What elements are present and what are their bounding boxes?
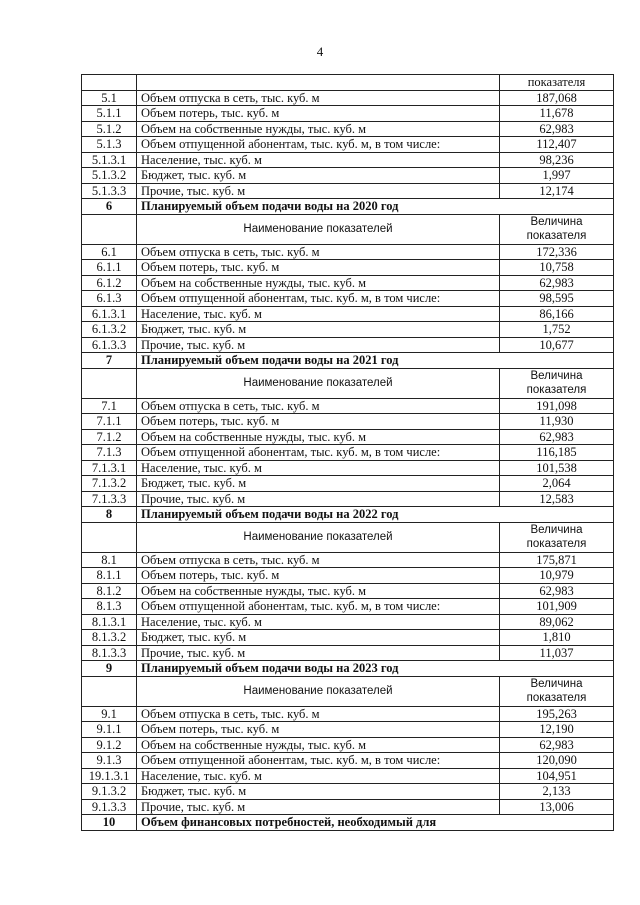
row-number: 5.1.3 bbox=[82, 137, 137, 153]
header-value-line1: Величина bbox=[530, 523, 583, 536]
row-name: Прочие, тыс. куб. м bbox=[137, 491, 500, 507]
header-name: Наименование показателей bbox=[137, 214, 500, 244]
row-number: 6.1.3 bbox=[82, 291, 137, 307]
header-value bbox=[500, 214, 614, 244]
row-value: 101,909 bbox=[500, 599, 614, 615]
row-name: Население, тыс. куб. м bbox=[137, 614, 500, 630]
section-title: Планируемый объем подачи воды на 2022 год bbox=[137, 507, 614, 523]
row-value: 12,583 bbox=[500, 491, 614, 507]
table-row bbox=[82, 706, 614, 722]
row-number: 7.1.3.2 bbox=[82, 476, 137, 492]
row-name: Прочие, тыс. куб. м bbox=[137, 645, 500, 661]
row-value: 62,983 bbox=[500, 121, 614, 137]
header-name: Наименование показателей bbox=[137, 368, 500, 398]
row-number: 6.1.1 bbox=[82, 260, 137, 276]
row-value: 98,236 bbox=[500, 152, 614, 168]
table-row bbox=[82, 137, 614, 153]
row-number: 7.1.1 bbox=[82, 414, 137, 430]
row-name: Прочие, тыс. куб. м bbox=[137, 799, 500, 815]
table-row bbox=[82, 306, 614, 322]
row-name: Бюджет, тыс. куб. м bbox=[137, 476, 500, 492]
table-row bbox=[82, 429, 614, 445]
row-number: 5.1.1 bbox=[82, 106, 137, 122]
section-title-row bbox=[82, 507, 614, 523]
row-value: 62,983 bbox=[500, 275, 614, 291]
row-number: 7.1.3.1 bbox=[82, 460, 137, 476]
row-name: Объем отпуска в сеть, тыс. куб. м bbox=[137, 706, 500, 722]
section-title: Планируемый объем подачи воды на 2023 год bbox=[137, 661, 614, 677]
row-value: 12,174 bbox=[500, 183, 614, 199]
table-row bbox=[82, 260, 614, 276]
row-value: 2,133 bbox=[500, 784, 614, 800]
section-title: Планируемый объем подачи воды на 2020 год bbox=[137, 199, 614, 215]
row-value: 10,677 bbox=[500, 337, 614, 353]
row-name bbox=[137, 75, 500, 91]
row-value: 120,090 bbox=[500, 753, 614, 769]
table-row bbox=[82, 722, 614, 738]
row-value: 2,064 bbox=[500, 476, 614, 492]
row-number: 8.1.3.2 bbox=[82, 630, 137, 646]
header-value-line2: показателя bbox=[526, 692, 587, 704]
row-name: Объем отпуска в сеть, тыс. куб. м bbox=[137, 398, 500, 414]
row-number: 6.1.2 bbox=[82, 275, 137, 291]
column-header-row bbox=[82, 368, 614, 398]
row-number: 6.1.3.3 bbox=[82, 337, 137, 353]
row-name: Население, тыс. куб. м bbox=[137, 152, 500, 168]
row-name: Объем на собственные нужды, тыс. куб. м bbox=[137, 429, 500, 445]
row-value: 12,190 bbox=[500, 722, 614, 738]
row-value: 187,068 bbox=[500, 90, 614, 106]
section-title-row bbox=[82, 353, 614, 369]
indicators-table bbox=[81, 74, 614, 831]
row-value: 112,407 bbox=[500, 137, 614, 153]
row-name: Население, тыс. куб. м bbox=[137, 306, 500, 322]
row-number: 8.1.3.1 bbox=[82, 614, 137, 630]
table-row bbox=[82, 291, 614, 307]
row-number: 8.1 bbox=[82, 552, 137, 568]
row-number: 8.1.1 bbox=[82, 568, 137, 584]
header-value bbox=[500, 368, 614, 398]
section-title: Объем финансовых потребностей, необходимый для bbox=[137, 815, 614, 831]
section-title-row bbox=[82, 661, 614, 677]
section-title: Планируемый объем подачи воды на 2021 год bbox=[137, 353, 614, 369]
table-row bbox=[82, 121, 614, 137]
row-name: Объем отпуска в сеть, тыс. куб. м bbox=[137, 552, 500, 568]
row-value: 98,595 bbox=[500, 291, 614, 307]
table-row bbox=[82, 244, 614, 260]
section-number: 9 bbox=[82, 661, 137, 677]
table-row bbox=[82, 476, 614, 492]
row-value: 86,166 bbox=[500, 306, 614, 322]
header-value-line2: показателя bbox=[526, 230, 587, 242]
row-name: Объем на собственные нужды, тыс. куб. м bbox=[137, 275, 500, 291]
row-number: 6.1.3.2 bbox=[82, 322, 137, 338]
row-name: Население, тыс. куб. м bbox=[137, 460, 500, 476]
row-name: Прочие, тыс. куб. м bbox=[137, 337, 500, 353]
table-row bbox=[82, 630, 614, 646]
section-number: 7 bbox=[82, 353, 137, 369]
header-value-line2: показателя bbox=[526, 538, 587, 550]
row-value: 62,983 bbox=[500, 429, 614, 445]
table-row bbox=[82, 599, 614, 615]
row-name: Объем на собственные нужды, тыс. куб. м bbox=[137, 121, 500, 137]
row-number: 6.1 bbox=[82, 244, 137, 260]
section-number: 6 bbox=[82, 199, 137, 215]
column-header-row bbox=[82, 676, 614, 706]
column-header-row bbox=[82, 214, 614, 244]
page-number: 4 bbox=[316, 44, 324, 59]
row-number: 8.1.2 bbox=[82, 583, 137, 599]
row-name: Объем отпущенной абонентам, тыс. куб. м, в том числе: bbox=[137, 599, 500, 615]
row-value: показателя bbox=[500, 75, 614, 91]
row-value: 191,098 bbox=[500, 398, 614, 414]
table-row bbox=[82, 322, 614, 338]
header-empty-cell bbox=[82, 522, 137, 552]
row-number: 7.1.3 bbox=[82, 445, 137, 461]
row-number: 5.1.3.3 bbox=[82, 183, 137, 199]
header-value-line1: Величина bbox=[530, 369, 583, 382]
row-value: 11,037 bbox=[500, 645, 614, 661]
row-number: 7.1.3.3 bbox=[82, 491, 137, 507]
header-value bbox=[500, 522, 614, 552]
row-name: Объем потерь, тыс. куб. м bbox=[137, 260, 500, 276]
row-value: 10,758 bbox=[500, 260, 614, 276]
row-name: Объем потерь, тыс. куб. м bbox=[137, 414, 500, 430]
row-value: 101,538 bbox=[500, 460, 614, 476]
header-value-line1: Величина bbox=[530, 677, 583, 690]
row-name: Объем отпущенной абонентам, тыс. куб. м, в том числе: bbox=[137, 291, 500, 307]
row-number: 8.1.3.3 bbox=[82, 645, 137, 661]
row-value: 1,752 bbox=[500, 322, 614, 338]
section-title-row bbox=[82, 199, 614, 215]
row-number: 9.1.1 bbox=[82, 722, 137, 738]
row-number: 7.1 bbox=[82, 398, 137, 414]
row-value: 1,810 bbox=[500, 630, 614, 646]
table-row bbox=[82, 784, 614, 800]
column-header-row bbox=[82, 522, 614, 552]
row-value: 10,979 bbox=[500, 568, 614, 584]
row-number: 5.1 bbox=[82, 90, 137, 106]
table-row bbox=[82, 737, 614, 753]
table-row bbox=[82, 645, 614, 661]
row-name: Население, тыс. куб. м bbox=[137, 768, 500, 784]
row-name: Объем потерь, тыс. куб. м bbox=[137, 568, 500, 584]
row-number: 5.1.3.2 bbox=[82, 168, 137, 184]
row-value: 116,185 bbox=[500, 445, 614, 461]
table-row bbox=[82, 75, 614, 91]
table-row bbox=[82, 614, 614, 630]
table-row bbox=[82, 460, 614, 476]
section-number: 10 bbox=[82, 815, 137, 831]
row-value: 11,678 bbox=[500, 106, 614, 122]
row-number: 6.1.3.1 bbox=[82, 306, 137, 322]
table-row bbox=[82, 168, 614, 184]
row-name: Объем отпущенной абонентам, тыс. куб. м, в том числе: bbox=[137, 137, 500, 153]
row-name: Бюджет, тыс. куб. м bbox=[137, 168, 500, 184]
header-name: Наименование показателей bbox=[137, 676, 500, 706]
row-value: 104,951 bbox=[500, 768, 614, 784]
header-value-line1: Величина bbox=[530, 215, 583, 228]
row-number: 9.1.3.3 bbox=[82, 799, 137, 815]
row-number: 9.1 bbox=[82, 706, 137, 722]
row-value: 89,062 bbox=[500, 614, 614, 630]
row-name: Объем на собственные нужды, тыс. куб. м bbox=[137, 583, 500, 599]
row-name: Прочие, тыс. куб. м bbox=[137, 183, 500, 199]
table-row bbox=[82, 106, 614, 122]
section-title-row bbox=[82, 815, 614, 831]
table-row bbox=[82, 183, 614, 199]
row-number: 5.1.3.1 bbox=[82, 152, 137, 168]
row-value: 62,983 bbox=[500, 583, 614, 599]
header-empty-cell bbox=[82, 368, 137, 398]
row-name: Объем на собственные нужды, тыс. куб. м bbox=[137, 737, 500, 753]
row-number: 9.1.3 bbox=[82, 753, 137, 769]
header-empty-cell bbox=[82, 676, 137, 706]
row-name: Бюджет, тыс. куб. м bbox=[137, 630, 500, 646]
row-number bbox=[82, 75, 137, 91]
row-value: 172,336 bbox=[500, 244, 614, 260]
table-row bbox=[82, 445, 614, 461]
table-row bbox=[82, 491, 614, 507]
row-number: 5.1.2 bbox=[82, 121, 137, 137]
table-row bbox=[82, 275, 614, 291]
row-name: Объем потерь, тыс. куб. м bbox=[137, 106, 500, 122]
row-value: 195,263 bbox=[500, 706, 614, 722]
table-row bbox=[82, 90, 614, 106]
header-name: Наименование показателей bbox=[137, 522, 500, 552]
header-value bbox=[500, 676, 614, 706]
row-name: Объем отпуска в сеть, тыс. куб. м bbox=[137, 90, 500, 106]
header-empty-cell bbox=[82, 214, 137, 244]
section-number: 8 bbox=[82, 507, 137, 523]
row-name: Бюджет, тыс. куб. м bbox=[137, 784, 500, 800]
row-value: 175,871 bbox=[500, 552, 614, 568]
row-name: Объем отпущенной абонентам, тыс. куб. м, в том числе: bbox=[137, 753, 500, 769]
row-name: Объем отпущенной абонентам, тыс. куб. м, в том числе: bbox=[137, 445, 500, 461]
header-value-line2: показателя bbox=[526, 384, 587, 396]
row-value: 1,997 bbox=[500, 168, 614, 184]
row-value: 13,006 bbox=[500, 799, 614, 815]
row-number: 7.1.2 bbox=[82, 429, 137, 445]
row-value: 11,930 bbox=[500, 414, 614, 430]
row-name: Объем отпуска в сеть, тыс. куб. м bbox=[137, 244, 500, 260]
table-row bbox=[82, 337, 614, 353]
row-number: 9.1.2 bbox=[82, 737, 137, 753]
table-row bbox=[82, 768, 614, 784]
row-number: 8.1.3 bbox=[82, 599, 137, 615]
table-row bbox=[82, 552, 614, 568]
row-number: 9.1.3.2 bbox=[82, 784, 137, 800]
table-row bbox=[82, 398, 614, 414]
row-name: Бюджет, тыс. куб. м bbox=[137, 322, 500, 338]
table-row bbox=[82, 414, 614, 430]
row-value: 62,983 bbox=[500, 737, 614, 753]
table-row bbox=[82, 753, 614, 769]
table-row bbox=[82, 799, 614, 815]
row-name: Объем потерь, тыс. куб. м bbox=[137, 722, 500, 738]
table-row bbox=[82, 152, 614, 168]
row-number: 19.1.3.1 bbox=[82, 768, 137, 784]
table-row bbox=[82, 568, 614, 584]
table-row bbox=[82, 583, 614, 599]
